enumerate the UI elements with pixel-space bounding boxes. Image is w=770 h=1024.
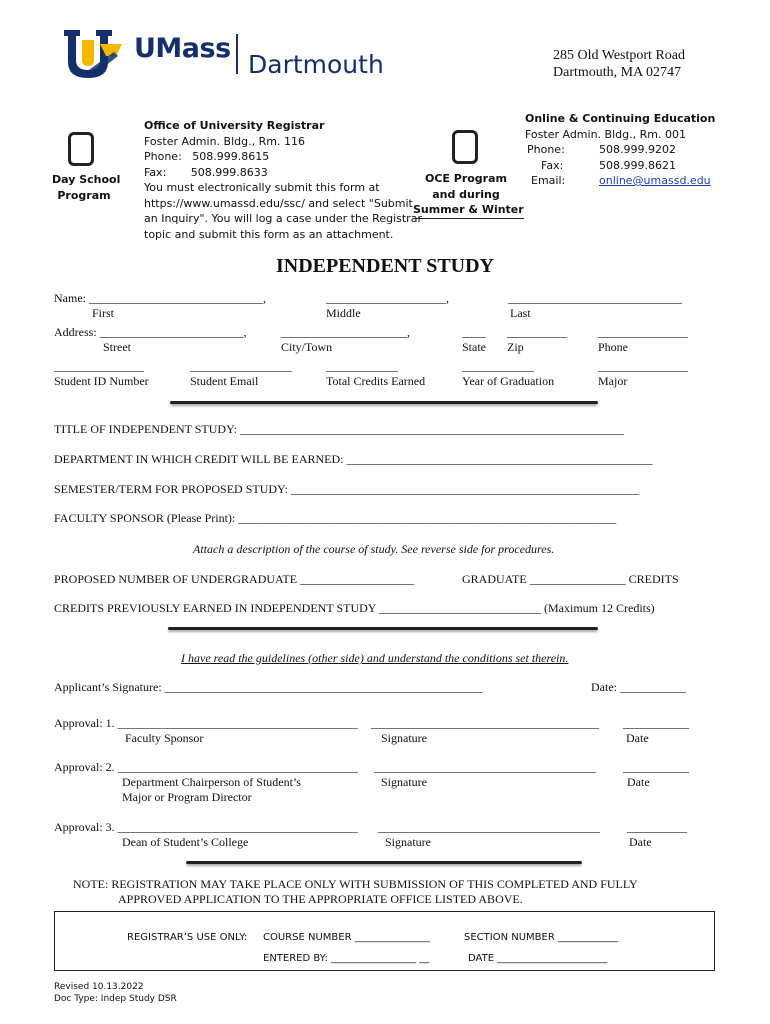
oce-email-link[interactable]: online@umassd.edu [599,174,711,187]
umass-u-emblem-icon [60,26,126,82]
oce-fax-label: Fax: [541,158,564,172]
oce-label-line: Summer & Winter [413,202,524,219]
phone-line[interactable]: _______________ [598,325,688,339]
oce-label-line: OCE Program [425,172,507,185]
undergraduate-credits-field[interactable]: PROPOSED NUMBER OF UNDERGRADUATE ___________________ [54,572,415,586]
registrar-use-label: REGISTRAR’S USE ONLY: [127,932,248,943]
student-email-line[interactable]: _________________ [190,359,292,373]
day-school-label [52,172,121,203]
oce-office-info [525,111,715,189]
logo-divider [236,34,238,74]
address-line-1: 285 Old Westport Road [553,48,685,63]
approval-3-signature-caption: Signature [385,835,431,849]
total-credits-caption: Total Credits Earned [326,374,426,388]
phone-caption: Phone [598,340,628,354]
section-divider [186,861,582,864]
approval-2-field[interactable]: Approval: 2. ________________________________________ [54,760,358,774]
state-caption: State [462,340,486,354]
oce-office-title: Online & Continuing Education [525,112,716,125]
zip-line[interactable]: __________ [507,325,567,339]
student-id-caption: Student ID Number [54,374,149,388]
previous-credits-field[interactable]: CREDITS PREVIOUSLY EARNED IN INDEPENDENT STUDY ___________________________ (Maximum 12 Credits) [54,601,655,615]
registrar-line: topic and submit this form as an attachment. [144,227,394,241]
address-line-2: Dartmouth, MA 02747 [553,65,681,80]
state-line[interactable]: ____ [462,325,486,339]
oce-email-label: Email: [531,174,566,187]
guidelines-statement: I have read the guidelines (other side) and understand the conditions set therein. [181,651,569,665]
campus-wordmark: Dartmouth [248,50,384,79]
section-number-field[interactable]: SECTION NUMBER ____________ [464,932,618,943]
last-name-line[interactable]: _____________________________ [508,291,682,305]
zip-caption: Zip [507,340,524,354]
approval-3-date-caption: Date [629,835,652,849]
approval-1-signature-caption: Signature [381,731,427,745]
oce-label [413,171,524,219]
street-caption: Street [103,340,131,354]
approval-2-signature-caption: Signature [381,775,427,789]
student-id-line[interactable]: _______________ [54,359,144,373]
registration-note-line-1: NOTE: REGISTRATION MAY TAKE PLACE ONLY WITH SUBMISSION OF THIS COMPLETED AND FULLY [73,877,638,891]
oce-label-line: and during [432,187,500,201]
last-name-caption: Last [510,306,531,320]
approval-1-date-caption: Date [626,731,649,745]
section-divider [168,627,598,630]
first-name-caption: First [92,306,115,320]
day-school-label-line-1: Day School [52,173,121,186]
graduation-year-line[interactable]: ____________ [462,359,534,373]
semester-field[interactable]: SEMESTER/TERM FOR PROPOSED STUDY: __________________________________________________________ [54,482,639,496]
graduate-credits-field[interactable]: GRADUATE ________________ CREDITS [462,572,679,586]
total-credits-line[interactable]: ____________ [326,359,398,373]
middle-name-caption: Middle [326,306,361,320]
approval-3-date-line[interactable]: __________ [627,820,687,834]
registrar-line: https://www.umassd.edu/ssc/ and select "Submit [144,196,413,210]
registration-note-line-2: APPROVED APPLICATION TO THE APPROPRIATE OFFICE LISTED ABOVE. [118,892,523,906]
registrar-line: Phone: 508.999.8615 [144,150,270,163]
graduation-year-caption: Year of Graduation [462,374,555,388]
registrar-line: You must electronically submit this form at [144,181,380,194]
campus-address [553,47,685,81]
oce-fax: 508.999.8621 [599,158,676,172]
applicant-signature-field[interactable]: Applicant’s Signature: _____________________________________________________ [54,680,483,694]
footer [54,981,177,1005]
registrar-line: Fax: 508.999.8633 [144,165,268,179]
title-field[interactable]: TITLE OF INDEPENDENT STUDY: ________________________________________________________________ [54,422,624,436]
approval-1-signature-line[interactable]: ______________________________________ [371,716,599,730]
registrar-office-title: Office of University Registrar [144,119,325,132]
approval-1-role: Faculty Sponsor [125,731,204,745]
approval-2-date-line[interactable]: ___________ [623,760,689,774]
attach-description-note: Attach a description of the course of study. See reverse side for procedures. [193,542,555,556]
registrar-line: Foster Admin. Bldg., Rm. 116 [144,134,305,148]
document-type: Doc Type: Indep Study DSR [54,994,177,1004]
name-field[interactable]: Name: _____________________________, [54,291,266,305]
approval-2-date-caption: Date [627,775,650,789]
student-email-caption: Student Email [190,374,259,388]
approval-1-field[interactable]: Approval: 1. ________________________________________ [54,716,358,730]
day-school-label-line-2: Program [57,188,111,202]
section-divider [170,401,598,404]
approval-3-field[interactable]: Approval: 3. ________________________________________ [54,820,358,834]
umass-logo [60,26,390,84]
major-caption: Major [598,374,628,388]
form-title: INDEPENDENT STUDY [275,255,494,277]
oce-phone-label: Phone: [527,143,565,156]
approval-3-signature-line[interactable]: _____________________________________ [378,820,600,834]
entered-by-field[interactable]: ENTERED BY: _________________ __ [263,953,430,964]
approval-3-role: Dean of Student’s College [122,835,249,849]
umass-wordmark: UMass [134,33,231,64]
approval-1-date-line[interactable]: ___________ [623,716,689,730]
department-field[interactable]: DEPARTMENT IN WHICH CREDIT WILL BE EARNED: ___________________________________________________ [54,452,653,466]
approval-2-role: Major or Program Director [122,790,252,804]
registrar-date-field[interactable]: DATE ______________________ [468,953,608,964]
registrar-line: an Inquiry". You will log a case under the Registrar [144,212,422,225]
oce-checkbox[interactable] [452,130,478,164]
registration-note [73,877,638,907]
approval-2-role: Department Chairperson of Student’s [122,775,301,789]
oce-office-address: Foster Admin. Bldg., Rm. 001 [525,127,686,141]
revision-date: Revised 10.13.2022 [54,982,144,992]
oce-phone: 508.999.9202 [599,143,676,156]
course-number-field[interactable]: COURSE NUMBER _______________ [263,932,430,943]
street-field[interactable]: Address: ________________________, [54,325,247,339]
approval-2-signature-line[interactable]: _____________________________________ [374,760,596,774]
major-line[interactable]: _______________ [598,359,688,373]
city-line[interactable]: _____________________, [281,325,410,339]
day-school-checkbox[interactable] [68,132,94,166]
registrar-office-info [144,118,422,242]
applicant-date-field[interactable]: Date: ___________ [591,680,686,694]
city-caption: City/Town [281,340,333,354]
middle-name-line[interactable]: ____________________, [326,291,449,305]
faculty-sponsor-field[interactable]: FACULTY SPONSOR (Please Print): _______________________________________________________________ [54,511,617,525]
